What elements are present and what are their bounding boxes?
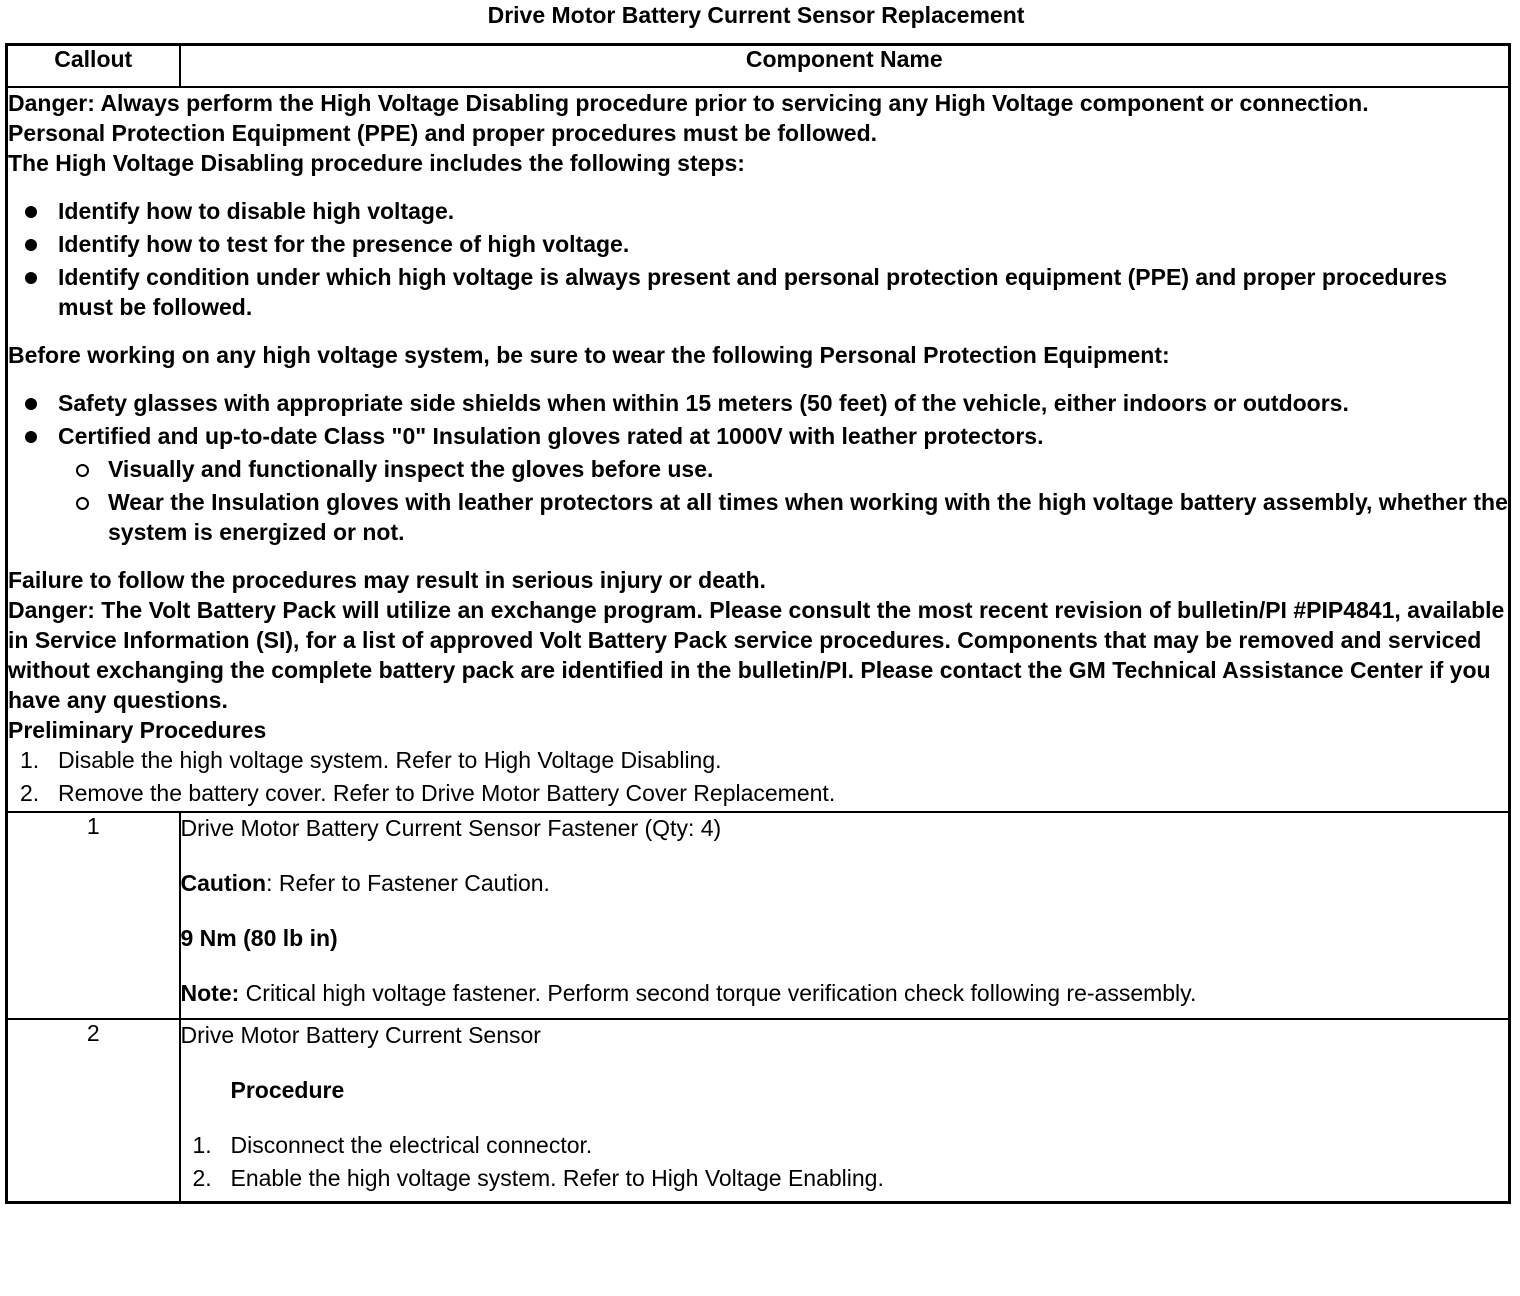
component-cell xyxy=(180,812,1510,1019)
danger-disable-text: Danger: Always perform the High Voltage Disabling procedure prior to servicing any High Voltage component or connection. xyxy=(8,90,1369,116)
list-item xyxy=(8,778,1508,808)
step-number: 1. xyxy=(192,1132,212,1158)
list-item: Identify how to test for the presence of high voltage. xyxy=(8,229,1508,259)
list-item xyxy=(8,745,1508,775)
sublist-item: Wear the Insulation gloves with leather protectors at all times when working with the high voltage battery assembly, whether the system is energized or not. xyxy=(58,487,1508,547)
gloves-item-text: Certified and up-to-date Class "0" Insulation gloves rated at 1000V with leather protectors. xyxy=(58,423,1044,449)
step-number: 2. xyxy=(20,780,40,806)
list-item: Identify condition under which high voltage is always present and personal protection equipment (PPE) and proper procedures must be followed. xyxy=(8,262,1508,322)
danger-exchange-text: Danger: The Volt Battery Pack will utilize an exchange program. Please consult the most recent revision of bulletin/PI #PIP4841, available in Service Information (SI), for a list of approved Volt Battery Pack service procedures. Components that may be removed and serviced without exchanging the complete battery pack are identified in the bulletin/PI. Please contact the GM Technical Assistance Center if you have any questions. xyxy=(8,597,1505,713)
list-item xyxy=(181,1163,1509,1193)
disable-steps-list xyxy=(8,196,1508,322)
ppe-list xyxy=(8,388,1508,547)
component-table xyxy=(5,43,1511,1204)
preliminary-steps-list xyxy=(8,745,1508,808)
list-item xyxy=(8,421,1508,547)
sublist-item: Visually and functionally inspect the gloves before use. xyxy=(58,454,1508,484)
caution-line xyxy=(181,868,1509,898)
before-working-text: Before working on any high voltage system, be sure to wear the following Personal Protection Equipment: xyxy=(8,342,1170,368)
step-text: Disable the high voltage system. Refer to High Voltage Disabling. xyxy=(58,747,722,773)
preliminary-procedures-heading: Preliminary Procedures xyxy=(8,717,267,743)
table-header-row xyxy=(7,45,1510,88)
table-row xyxy=(7,812,1510,1019)
torque-spec: 9 Nm (80 lb in) xyxy=(180,925,338,951)
component-cell xyxy=(180,1019,1510,1202)
note-label: Note: xyxy=(180,980,240,1006)
header-component-name: Component Name xyxy=(180,45,1510,88)
step-text: Disconnect the electrical connector. xyxy=(230,1132,593,1158)
callout-cell: 2 xyxy=(7,1019,180,1202)
list-item: Safety glasses with appropriate side shields when within 15 meters (50 feet) of the vehicle, either indoors or outdoors. xyxy=(8,388,1508,418)
caution-text: : Refer to Fastener Caution. xyxy=(266,870,550,896)
component-name: Drive Motor Battery Current Sensor xyxy=(180,1022,541,1048)
intro-cell xyxy=(7,87,1510,812)
steps-intro-text: The High Voltage Disabling procedure includes the following steps: xyxy=(8,150,745,176)
procedure-heading: Procedure xyxy=(230,1077,345,1103)
caution-label: Caution xyxy=(180,870,267,896)
procedure-steps-list xyxy=(181,1130,1509,1193)
ppe-text: Personal Protection Equipment (PPE) and proper procedures must be followed. xyxy=(8,120,878,146)
note-text: Critical high voltage fastener. Perform second torque verification check following re-assembly. xyxy=(239,980,1197,1006)
failure-warning-text: Failure to follow the procedures may result in serious injury or death. xyxy=(8,567,766,593)
step-number: 2. xyxy=(192,1165,212,1191)
component-name: Drive Motor Battery Current Sensor Fastener (Qty: 4) xyxy=(180,815,722,841)
gloves-sublist xyxy=(58,454,1508,547)
list-item: Identify how to disable high voltage. xyxy=(8,196,1508,226)
list-item xyxy=(181,1130,1509,1160)
step-text: Remove the battery cover. Refer to Drive Motor Battery Cover Replacement. xyxy=(58,780,836,806)
intro-row xyxy=(7,87,1510,812)
table-row xyxy=(7,1019,1510,1202)
callout-cell: 1 xyxy=(7,812,180,1019)
header-callout: Callout xyxy=(7,45,180,88)
note-line xyxy=(181,978,1509,1008)
page-title: Drive Motor Battery Current Sensor Replacement xyxy=(487,2,1025,28)
step-number: 1. xyxy=(20,747,40,773)
step-text: Enable the high voltage system. Refer to High Voltage Enabling. xyxy=(230,1165,884,1191)
